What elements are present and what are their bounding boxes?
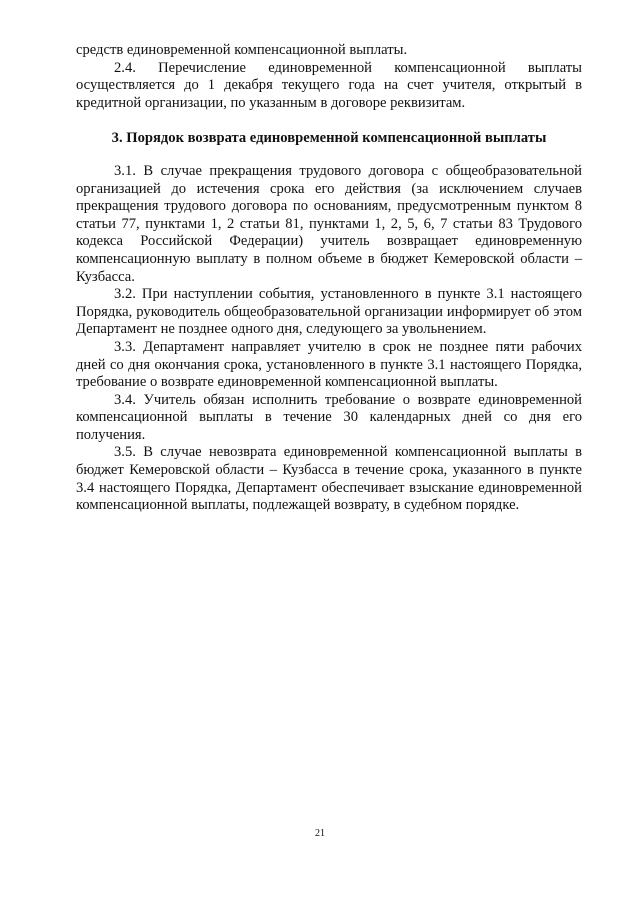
- section-3-heading: 3. Порядок возврата единовременной компенсационной выплаты: [111, 130, 547, 147]
- page-number: 21: [315, 828, 325, 839]
- paragraph-3-5: 3.5. В случае невозврата единовременной компенсационной выплаты в бюджет Кемеровской области – Кузбасса в течение срока, указанного в пункте 3.4 настоящего Порядка, Департамент обеспечивает взыскание единовременной компенсационной выплаты, подлежащей возврату, в судебном порядке.: [76, 444, 582, 514]
- paragraph-3-3: 3.3. Департамент направляет учителю в срок не позднее пяти рабочих дней со дня окончания срока, установленного в пункте 3.1 настоящего Порядка, требование о возврате единовременной компенсационной выплаты.: [76, 338, 582, 391]
- paragraph-3-2: 3.2. При наступлении события, установленного в пункте 3.1 настоящего Порядка, руководитель общеобразовательной организации информирует об этом Департамент не позднее одного дня, следующего за увольнением.: [76, 286, 582, 338]
- paragraph-3-4: 3.4. Учитель обязан исполнить требование о возврате единовременной компенсационной выплаты в течение 30 календарных дней со дня его получения.: [76, 391, 582, 443]
- paragraph-2-4: 2.4. Перечисление единовременной компенсационной выплаты осуществляется до 1 декабря текущего года на счет учителя, открытый в кредитной организации, по указанным в договоре реквизитам.: [76, 59, 582, 111]
- paragraph-3-1: 3.1. В случае прекращения трудового договора с общеобразовательной организацией до истечения срока его действия (за исключением случаев прекращения трудового договора по основаниям, предусмотренным пунктом 8 статьи 77, пунктами 1, 2 статьи 81, пунктами 1, 2, 5, 6, 7 статьи 83 Трудового кодекса Российской Федерации) учитель возвращает единовременную компенсационную выплату в полном объеме в бюджет Кемеровской области – Кузбасса.: [76, 162, 582, 285]
- document-page: [76, 42, 582, 515]
- paragraph-continuation: средств единовременной компенсационной выплаты.: [76, 42, 408, 58]
